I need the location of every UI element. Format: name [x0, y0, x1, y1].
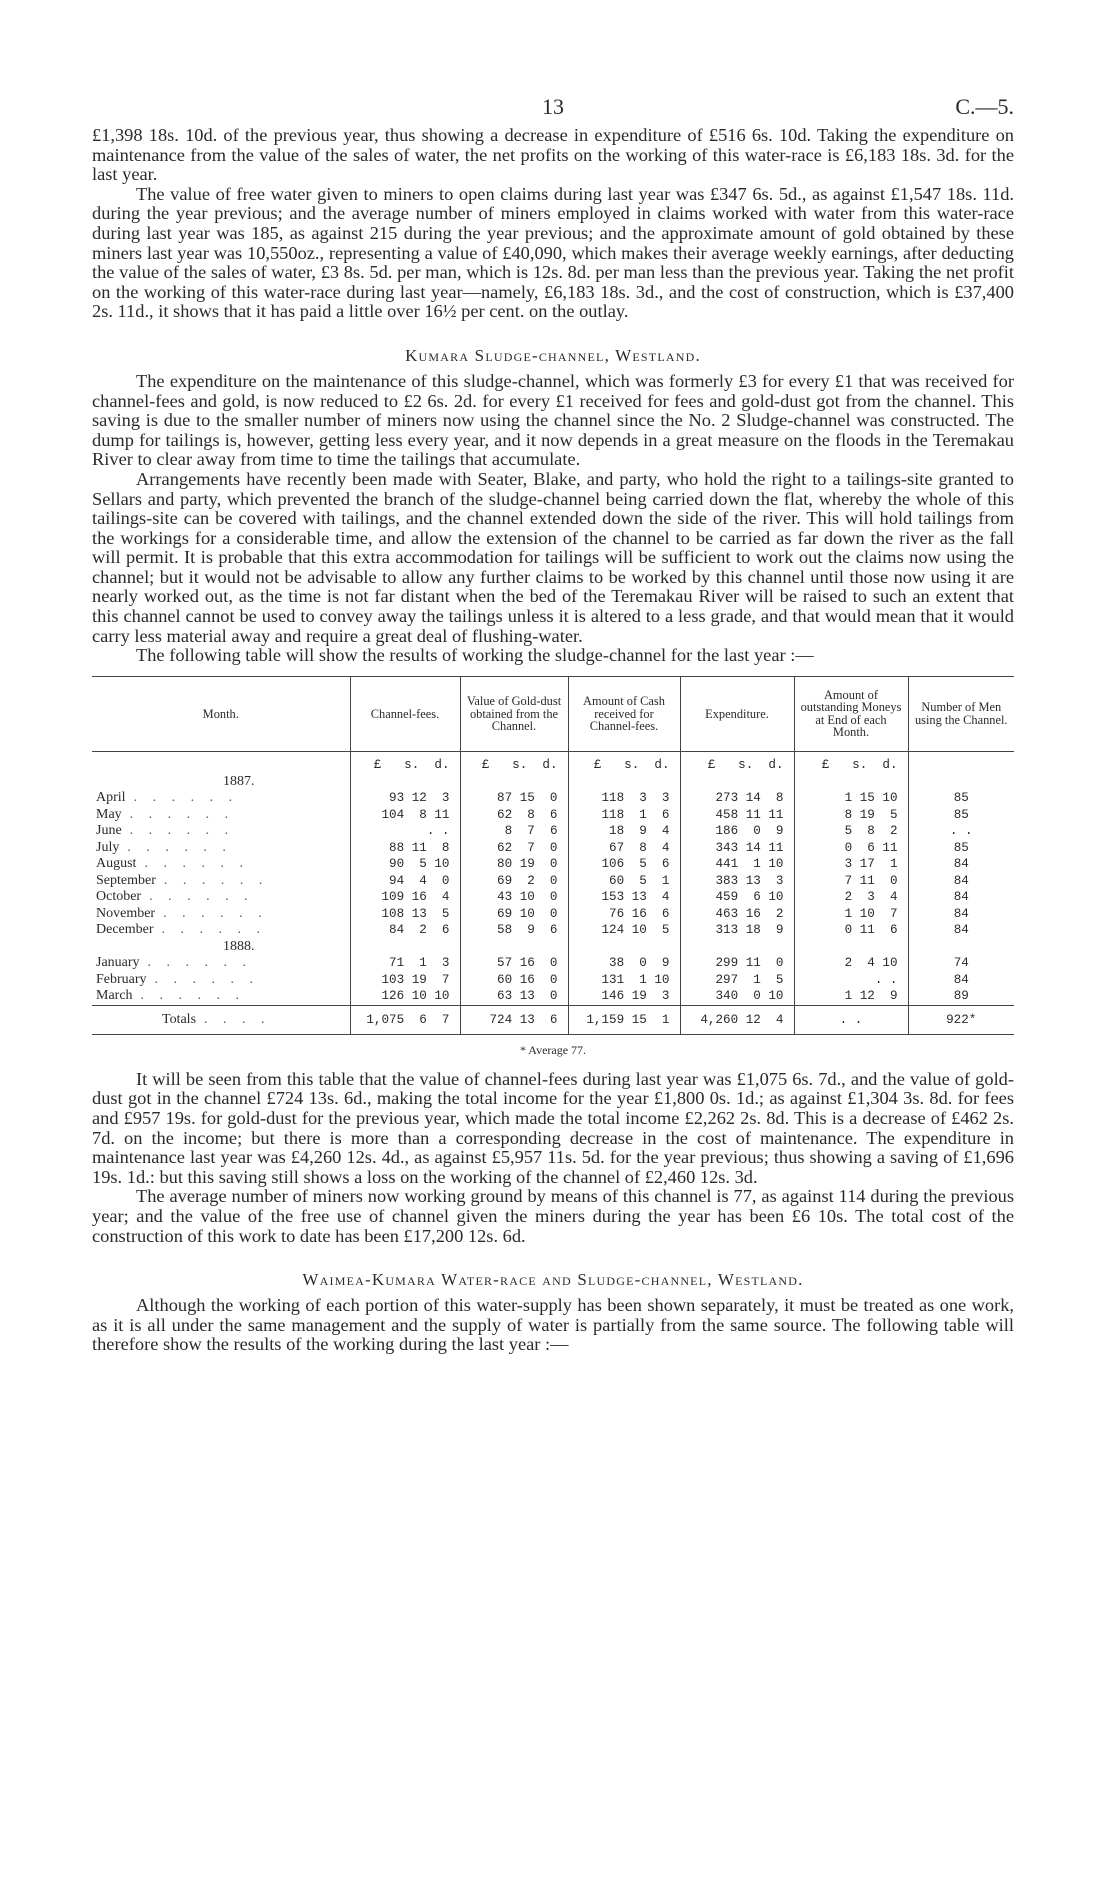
intro-paragraph-1: £1,398 18s. 10d. of the previous year, thus showing a decrease in expenditure of £516 6s. 10d. Taking the expenditure on maintenance from the value of the sales of water, the net profits on the working of this water-race is £6,183 18s. 3d. for the last year.: [92, 125, 1014, 185]
totals-text: Totals: [162, 1011, 197, 1027]
fees-cell: 108 13 5: [350, 906, 460, 923]
cash-cell: 76 16 6: [568, 906, 680, 923]
month-cell: [92, 988, 350, 1005]
leader-dots: . . . . . .: [133, 790, 239, 806]
table-row: [92, 840, 1014, 857]
cash-cell: 67 8 4: [568, 840, 680, 857]
month-cell: [92, 790, 350, 807]
expenditure-cell: 273 14 8: [680, 790, 794, 807]
total-expenditure: 4,260 12 4: [680, 1005, 794, 1034]
month-label: July: [96, 839, 120, 855]
table-row: [92, 790, 1014, 807]
month-cell: [92, 856, 350, 873]
cash-cell: 153 13 4: [568, 889, 680, 906]
gold-cell: 69 10 0: [460, 906, 568, 923]
month-label: September: [96, 872, 156, 888]
expenditure-cell: 441 1 10: [680, 856, 794, 873]
header-expenditure: Expenditure.: [680, 677, 794, 752]
waimea-paragraph-1: Although the working of each portion of this water-supply has been shown separately, it must be treated as one work, as it is all under the same management and the supply of water is partially from the same source. The following table will therefore show the results of the working during the last year :—: [92, 1295, 1014, 1355]
total-cash: 1,159 15 1: [568, 1005, 680, 1034]
year-row-1888: [92, 939, 1014, 956]
cash-cell: 18 9 4: [568, 823, 680, 840]
month-label: March: [96, 988, 133, 1004]
cash-cell: 106 5 6: [568, 856, 680, 873]
month-label: April: [96, 790, 126, 806]
totals-row: [92, 1005, 1014, 1034]
month-cell: [92, 840, 350, 857]
fees-cell: 88 11 8: [350, 840, 460, 857]
header-month: Month.: [92, 677, 350, 752]
month-cell: [92, 972, 350, 989]
header-gold-dust: Value of Gold-dust obtained from the Channel.: [460, 677, 568, 752]
document-reference: C.—5.: [955, 94, 1014, 119]
expenditure-cell: 458 11 11: [680, 807, 794, 824]
leader-dots: . . . . . .: [154, 971, 260, 987]
expenditure-cell: 313 18 9: [680, 922, 794, 939]
gold-cell: 43 10 0: [460, 889, 568, 906]
rows-1887: [92, 790, 1014, 939]
table-row: [92, 856, 1014, 873]
men-cell: 85: [908, 840, 1014, 857]
expenditure-cell: 459 6 10: [680, 889, 794, 906]
year-row-1887: [92, 774, 1014, 791]
totals-dots: . . . .: [204, 1011, 271, 1027]
leader-dots: . . . . . .: [144, 856, 249, 872]
men-cell: 89: [908, 988, 1014, 1005]
table-row: [92, 906, 1014, 923]
table-row: [92, 988, 1014, 1005]
table-row: [92, 955, 1014, 972]
gold-cell: 58 9 6: [460, 922, 568, 939]
total-outstanding: . .: [794, 1005, 908, 1034]
men-cell: 74: [908, 955, 1014, 972]
gold-cell: 80 19 0: [460, 856, 568, 873]
outstanding-cell: 0 6 11: [794, 840, 908, 857]
month-label: January: [96, 955, 140, 971]
total-men: 922*: [908, 1005, 1014, 1034]
leader-dots: . . . . . .: [163, 905, 268, 921]
fees-cell: 103 19 7: [350, 972, 460, 989]
analysis-paragraph-2: The average number of miners now working ground by means of this channel is 77, as against 114 during the previous year; and the value of the free use of channel given the miners during the year has been £6 10s. The total cost of the construction of this work to date has been £17,200 12s. 6d.: [92, 1186, 1014, 1246]
month-label: November: [96, 905, 156, 921]
men-cell: 84: [908, 889, 1014, 906]
fees-cell: . .: [350, 823, 460, 840]
header-channel-fees: Channel-fees.: [350, 677, 460, 752]
table-footnote: * Average 77.: [519, 1042, 587, 1057]
gold-cell: 87 15 0: [460, 790, 568, 807]
men-cell: 85: [908, 807, 1014, 824]
cash-cell: 60 5 1: [568, 873, 680, 890]
month-cell: [92, 807, 350, 824]
leader-dots: . . . . . .: [149, 889, 254, 905]
month-label: October: [96, 889, 142, 905]
kumara-paragraph-1: The expenditure on the maintenance of this sludge-channel, which was formerly £3 for every £1 that was received for channel-fees and gold, is now reduced to £2 6s. 2d. for every £1 received for fees and gold-dust got from the channel. This saving is due to the smaller number of miners now using the channel since the No. 2 Sludge-channel was constructed. The dump for tailings is, however, getting less every year, and it now depends in a great measure on the floods in the Teremakau River to clear away from time to time the tailings that accumulate.: [92, 370, 1014, 470]
month-label: June: [96, 823, 122, 839]
analysis-paragraph-1: It will be seen from this table that the value of channel-fees during last year was £1,075 6s. 7d., and the value of gold-dust got in the channel £724 13s. 6d., making the total income for the year £1,800 0s. 1d.; as against £1,304 3s. 8d. for fees and £957 19s. for gold-dust for the previous year, which made the total income £2,262 2s. 8d. This is a decrease of £462 2s. 7d. on the income; but there is more than a corresponding decrease in the cost of maintenance. The expenditure in maintenance last year was £4,260 12s. 4d., as against £5,957 11s. 5d. for the year previous; thus showing a saving of £1,696 19s. 1d.: but this saving still shows a loss on the working of the channel of £2,460 12s. 3d.: [92, 1068, 1014, 1187]
outstanding-cell: 3 17 1: [794, 856, 908, 873]
month-cell: [92, 955, 350, 972]
leader-dots: . . . . . .: [127, 839, 232, 855]
units-label: £ s. d.: [680, 751, 794, 774]
men-cell: . .: [908, 823, 1014, 840]
section-heading-waimea: Waimea-Kumara Water-race and Sludge-channel, Westland.: [302, 1270, 804, 1290]
fees-cell: 94 4 0: [350, 873, 460, 890]
total-fees: 1,075 6 7: [350, 1005, 460, 1034]
table-header-row: [92, 677, 1014, 752]
header-outstanding: Amount of outstanding Moneys at End of each Month.: [794, 677, 908, 752]
month-cell: [92, 922, 350, 939]
table-row: [92, 873, 1014, 890]
gold-cell: 57 16 0: [460, 955, 568, 972]
month-cell: [92, 906, 350, 923]
fees-cell: 109 16 4: [350, 889, 460, 906]
sludge-channel-table: [92, 676, 1014, 1035]
gold-cell: 69 2 0: [460, 873, 568, 890]
fees-cell: 90 5 10: [350, 856, 460, 873]
men-cell: 84: [908, 873, 1014, 890]
leader-dots: . . . . . .: [147, 955, 253, 971]
total-gold: 724 13 6: [460, 1005, 568, 1034]
header-cash-received: Amount of Cash received for Channel-fees.: [568, 677, 680, 752]
expenditure-cell: 383 13 3: [680, 873, 794, 890]
cash-cell: 131 1 10: [568, 972, 680, 989]
table-row: [92, 922, 1014, 939]
gold-cell: 60 16 0: [460, 972, 568, 989]
month-cell: [92, 823, 350, 840]
outstanding-cell: 2 4 10: [794, 955, 908, 972]
outstanding-cell: . .: [794, 972, 908, 989]
intro-paragraph-2: The value of free water given to miners to open claims during last year was £347 6s. 5d., as against £1,547 18s. 11d. during the year previous; and the average number of miners employed in claims worked with water from this water-race during last year was 185, as against 215 during the year previous; and the approximate amount of gold obtained by these miners last year was 10,550oz., representing a value of £40,090, which makes their average weekly earnings, after deducting the value of the sales of water, £3 8s. 5d. per man, which is 12s. 8d. per man less than the previous year. Taking the net profit on the working of this water-race during last year—namely, £6,183 18s. 3d., and the cost of construction, which is £37,400 2s. 11d., it shows that it has paid a little over 16½ per cent. on the outlay.: [92, 183, 1014, 322]
expenditure-cell: 299 11 0: [680, 955, 794, 972]
cash-cell: 146 19 3: [568, 988, 680, 1005]
month-cell: [92, 889, 350, 906]
month-label: December: [96, 922, 154, 938]
table-intro-paragraph: The following table will show the results of working the sludge-channel for the last year :—: [136, 645, 814, 666]
month-label: May: [96, 806, 122, 822]
expenditure-cell: 186 0 9: [680, 823, 794, 840]
units-label: £ s. d.: [460, 751, 568, 774]
men-cell: 84: [908, 906, 1014, 923]
year-label: 1887.: [223, 773, 255, 789]
gold-cell: 8 7 6: [460, 823, 568, 840]
outstanding-cell: 8 19 5: [794, 807, 908, 824]
fees-cell: 93 12 3: [350, 790, 460, 807]
year-label: 1888.: [223, 938, 255, 954]
table-row: [92, 889, 1014, 906]
men-cell: 84: [908, 922, 1014, 939]
table-row: [92, 972, 1014, 989]
fees-cell: 126 10 10: [350, 988, 460, 1005]
expenditure-cell: 340 0 10: [680, 988, 794, 1005]
gold-cell: 62 8 6: [460, 807, 568, 824]
expenditure-cell: 297 1 5: [680, 972, 794, 989]
units-label: £ s. d.: [350, 751, 460, 774]
units-label: £ s. d.: [794, 751, 908, 774]
fees-cell: 71 1 3: [350, 955, 460, 972]
units-row: [92, 751, 1014, 774]
gold-cell: 62 7 0: [460, 840, 568, 857]
men-cell: 85: [908, 790, 1014, 807]
gold-cell: 63 13 0: [460, 988, 568, 1005]
leader-dots: . . . . . .: [161, 922, 267, 938]
cash-cell: 118 3 3: [568, 790, 680, 807]
fees-cell: 84 2 6: [350, 922, 460, 939]
expenditure-cell: 463 16 2: [680, 906, 794, 923]
month-cell: [92, 873, 350, 890]
cash-cell: 38 0 9: [568, 955, 680, 972]
outstanding-cell: 2 3 4: [794, 889, 908, 906]
totals-label: [92, 1005, 350, 1034]
cash-cell: 124 10 5: [568, 922, 680, 939]
expenditure-cell: 343 14 11: [680, 840, 794, 857]
units-label: £ s. d.: [568, 751, 680, 774]
outstanding-cell: 1 15 10: [794, 790, 908, 807]
fees-cell: 104 8 11: [350, 807, 460, 824]
rows-1888: [92, 955, 1014, 1005]
month-label: February: [96, 971, 147, 987]
leader-dots: . . . . . .: [129, 806, 235, 822]
header-men: Number of Men using the Channel.: [908, 677, 1014, 752]
outstanding-cell: 1 10 7: [794, 906, 908, 923]
outstanding-cell: 7 11 0: [794, 873, 908, 890]
page-number: 13: [542, 94, 564, 119]
section-heading-kumara: Kumara Sludge-channel, Westland.: [405, 345, 701, 365]
table-row: [92, 807, 1014, 824]
leader-dots: . . . . . .: [129, 823, 235, 839]
page-header: [92, 88, 1014, 126]
outstanding-cell: 1 12 9: [794, 988, 908, 1005]
men-cell: 84: [908, 856, 1014, 873]
cash-cell: 118 1 6: [568, 807, 680, 824]
month-label: August: [96, 856, 137, 872]
outstanding-cell: 5 8 2: [794, 823, 908, 840]
outstanding-cell: 0 11 6: [794, 922, 908, 939]
leader-dots: . . . . . .: [163, 872, 269, 888]
table-row: [92, 823, 1014, 840]
document-page: [92, 88, 1014, 1355]
men-cell: 84: [908, 972, 1014, 989]
leader-dots: . . . . . .: [140, 988, 246, 1004]
kumara-paragraph-2: Arrangements have recently been made with Seater, Blake, and party, who hold the right to a tailings-site granted to Sellars and party, which prevented the branch of the sludge-channel being carried down the flat, whereby the whole of this tailings-site can be covered with tailings, and the channel extended down the side of the river. This will hold tailings from the workings for a considerable time, and allow the extension of the channel to be carried as far down the river as the fall will permit. It is probable that this extra accommodation for tailings will be sufficient to work out the claims now using the channel; but it would not be advisable to allow any further claims to be worked by this channel until those now using it are nearly worked out, as the time is not far distant when the bed of the Teremakau River will be raised to such an extent that this channel cannot be used to convey away the tailings unless it is altered to a less grade, and that would mean that it would carry less material away and require a great deal of flushing-water.: [92, 468, 1014, 646]
